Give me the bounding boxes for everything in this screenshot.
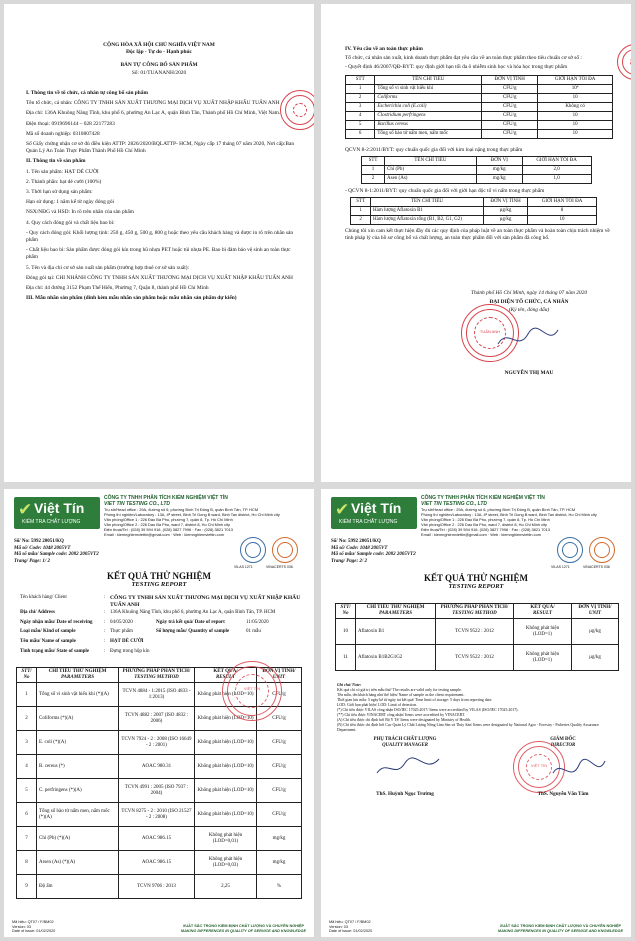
- table-row: [17, 779, 302, 803]
- result-cell-unit: mg/kg: [257, 851, 302, 875]
- table-cell: µg/kg: [483, 207, 527, 216]
- food-safety-cert: Số Giấy chứng nhận cơ sở đủ điều kiện ATTP: 2826/2020/BQLATTP- HCM, Ngày cấp 17 tháng 07 năm 2020, Nơi cấp:Ban Quản Lý An Toàn Thực Phẩm Thành Phố Hồ Chí Minh: [26, 141, 295, 155]
- quality-manager-block: PHỤ TRÁCH CHẤT LƯỢNG QUALITY MANAGER: [373, 737, 437, 748]
- result-cell-no: 9: [17, 875, 37, 899]
- table-cell: 10: [538, 129, 613, 138]
- qm-signature: [373, 753, 443, 783]
- table-cell: Hàm lượng Aflatoxin B1: [371, 207, 484, 216]
- result-cell-method: TCVN 4991 : 2005 (ISO 7937 : 2004): [119, 779, 195, 803]
- table-row: [17, 803, 302, 827]
- director-signature: [549, 755, 609, 785]
- vinacert-badge: [272, 537, 298, 563]
- mycotoxin-limits-table: [350, 197, 597, 225]
- packer-name: Đóng gói tại: CHI NHÁNH CÔNG TY TNHH SẢN XUẤT THƯƠNG MẠI DỊCH VỤ XUẤT NHẬP KHẨU TUẤN ANH: [26, 274, 293, 281]
- table-cell: 2: [346, 93, 375, 102]
- company-name: Tên tổ chức, cá nhân: CÔNG TY TNHH SẢN XUẤT THƯƠNG MẠI DỊCH VỤ XUẤT NHẬP KHẨU TUẤN ANH: [26, 100, 280, 107]
- table-header: STT/ No CHỈ TIÊU THỬ NGHIỆM PARAMETERS PHƯƠNG PHÁP PHÂN TÍCH/ TESTING METHOD KẾT QUẢ/ RESULT ĐƠN VỊ TÍNH/ UNIT: [17, 668, 302, 683]
- section-4-title: IV. Yêu cầu về an toàn thực phẩm: [345, 46, 423, 52]
- result-cell-param: Tổng số bào tử nấm men, nấm mốc (*)(A): [37, 803, 119, 827]
- result-cell-param: Aflatoxin B1: [356, 619, 436, 645]
- result-cell-param: Coliforms (*)(A): [37, 707, 119, 731]
- result-cell-no: 2: [17, 707, 37, 731]
- result-cell-no: 8: [17, 851, 37, 875]
- table-cell: 10: [538, 93, 613, 102]
- result-cell-method: TCVN 9522 : 2012: [436, 619, 514, 645]
- result-cell-param: Chì (Pb) (*)(A): [37, 827, 119, 851]
- table-row: [17, 851, 302, 875]
- table-row: [346, 102, 613, 111]
- product-name: 1. Tên sản phẩm: HẠT DẺ CƯỜI: [26, 168, 99, 175]
- result-cell-unit: CFU/g: [257, 779, 302, 803]
- company-address: Địa chỉ: 136A Khuông Năng Tĩnh, khu phố 6, phường An Lạc A, quận Bình Tân, Thành phố Hồ Chí Minh, Việt Nam.: [26, 110, 281, 117]
- product-date-print: NSX/NĐG và HSD: In rõ trên nhãn của sản phẩm: [26, 209, 134, 216]
- result-cell-result: Không phát hiện (LOD=0,03): [195, 851, 257, 875]
- result-cell-param: Tổng số vi sinh vật hiếu khí (*)(A): [37, 683, 119, 707]
- table-row: [346, 120, 613, 129]
- result-cell-no: 4: [17, 755, 37, 779]
- table-cell: CFU/g: [482, 120, 538, 129]
- test-report-page-1: ✔ Việt Tín KIỂM TRA CHẤT LƯỢNG CÔNG TY TNHH PHÂN TÍCH KIỂM NGHIỆM VIỆT TÍN VIET TIN TESTING CO., LTD Trụ sở/Head office : 29A, đường số 6, phường Bình Trị Đông B, quận Bình Tân, TP. HCM Phòng thí nghiệm/Laboratory : 13A, 4ª street, Binh Tri Dong B ward, Binh Tan district, Ho Chi Minh city Văn phòng/Office 1 : 226 Đào Bá Phu, phường 7, quận 8, Tp. Hồ Chí Minh Văn phòng/Office 2 : 226 Dao Ba Phu, ward 7, district 8, Ho Chi Minh city Điện thoại/Tel : (028) 39 594 916, (028) 3827 7996 · Fax : (028) 3821 7013 Email : kiemnghiemviettin@gmail.com · Web : kiemnghiemviettin.com Số/ No: 5992 20051/KQ Mã số/ Code: 1048 2005VT Mã số mẫu/ Sample code: 2082 2005VT2 Trang/ Page: 1/ 2 VILAS 1271 VINACERTS 036 KẾT QUẢ THỬ NGHIỆM TESTING REPORT Tên khách hàng/ Client : CÔNG TY TNHH SẢN XUẤT THƯƠNG MẠI DỊCH VỤ XUẤT NHẬP KHẨU TUẤN ANH Địa chỉ/ Address : 136A Khuông Năng Tĩnh, khu phố 6, phường An Lạc A, quận Bình Tân, TP. HCM Ngày nhận mẫu/ Date of receiving : 04/05/2020 Ngày trả kết quả/ Date of report 11/05/2020 Loại mẫu/ Kind of sample : Thực phẩm Số lượng mẫu/ Quantity of sample 01 mẫu Tên mẫu/ Name of sample : HẠT DẺ CƯỜI Tình trạng mẫu/ State of sample : Đựng trong hộp kín STT/ No CHỈ TIÊU THỬ NGHIỆM PARAMETERS PHƯƠNG PHÁP PHÂN TÍCH/ TESTING METHOD KẾT QUẢ/ RESULT ĐƠN VỊ TÍNH/ UNIT 1 Tổng số vi sinh vật hiếu khí (*)(A) TCVN 4884 - 1:2015 (ISO 4833 - 1:2013) Không phát hiện (LOD=10) CFU/g 2 Coliforms (*)(A) TCVN 4882 : 2007 (ISO 4832 : 2006) Không phát hiện (LOD=10) CFU/g 3 E. coli (*)(A) TCVN 7924 - 2 : 2008 (ISO 16649 - 2 : 2001) Không phát hiện (LOD=10) CFU/g 4 B. cereus (*) AOAC 980.31 Không phát hiện (LOD=10) CFU/g 5 C. perfringens (*)(A) TCVN 4991 : 2005 (ISO 7937 : 2004) Không phát hiện (LOD=10) CFU/g 6 Tổng số bào tử nấm men, nấm mốc (*)(A) TCVN 8275 - 2 : 2010 (ISO 21527 - 2 : 2008) Không phát hiện (LOD=10) CFU/g 7 Chì (Pb) (*)(A) AOAC 986.15 Không phát hiện (LOD=0,01) mg/kg 8 Arsen (As) (*)(A) AOAC 986.15 Không phát hiện (LOD=0,03) mg/kg 9 Độ ẩm TCVN 9706 : 2013 2,25 % VIỆT TÍN Mã hiệu: QT07 / F/BM02 Version: 03 Date of issue: 01/02/2020 XUẤT SẮC TRONG KIỂM ĐỊNH CHẤT LƯỢNG VÀ CHUYÊN NGHIỆP MAKING DIFFERENCES IN QUALITY OF SERVICE AND KNOWLEDGE: [4, 489, 314, 937]
- result-cell-result: Không phát hiện (LOD=10): [195, 803, 257, 827]
- table-row: [351, 216, 597, 225]
- result-cell-param: C. perfringens (*)(A): [37, 779, 119, 803]
- result-cell-result: Không phát hiện (LOD=0,01): [195, 827, 257, 851]
- result-cell-result: Không phát hiện (LOD=10): [195, 779, 257, 803]
- lab-seal: VIỆT TÍN: [222, 661, 282, 721]
- nation-header: CỘNG HÒA XÃ HỘI CHỦ NGHĨA VIỆT NAM: [103, 42, 215, 48]
- result-cell-no: 11: [336, 645, 356, 671]
- company-seal: TUẤN ANH: [461, 304, 519, 362]
- regulation-1: - Quyết định 46/2007/QĐ-BYT: quy định giới hạn tối đa ô nhiễm sinh học và hóa học trong thực phẩm: [345, 64, 568, 71]
- result-cell-method: AOAC 986.15: [119, 827, 195, 851]
- table-cell: 10: [528, 216, 597, 225]
- table-cell: 5: [346, 120, 375, 129]
- table-cell: 2,0: [522, 165, 591, 174]
- table-cell: Chì (Pb): [385, 165, 477, 174]
- motto: Độc lập - Tự do - Hạnh phúc: [126, 49, 192, 55]
- table-cell: mg/kg: [476, 174, 522, 183]
- table-row: [346, 84, 613, 93]
- result-cell-result: 2,25: [195, 875, 257, 899]
- director-name: ThS. Nguyễn Văn Tâm: [537, 791, 589, 797]
- note-line: Kết quả chỉ có giá trị trên mẫu thử/ The results are valid only for testing sample.: [337, 688, 462, 692]
- table-cell: mg/kg: [476, 165, 522, 174]
- report-title: KẾT QUẢ THỬ NGHIỆM: [423, 573, 529, 583]
- table-row: [346, 93, 613, 102]
- result-cell-param: E. coli (*)(A): [37, 731, 119, 755]
- section-4-text: Tổ chức, cá nhân sản xuất, kinh doanh thực phẩm đạt yêu cầu về an toàn thực phẩm theo tiêu chuẩn cơ sở số :: [345, 55, 582, 62]
- table-row: [17, 875, 302, 899]
- table-cell: CFU/g: [482, 93, 538, 102]
- director-block: GIÁM ĐỐC DIRECTOR: [550, 737, 576, 748]
- table-cell: 10: [538, 120, 613, 129]
- table-cell: 1: [346, 84, 375, 93]
- note-line: LOD: Giới hạn phát hiện/ LOD: Limit of detection.: [337, 703, 418, 707]
- report-notes: Ghi chú/ Note: Kết quả chỉ có giá trị trên mẫu thử/ The results are valid only for testing sample. Tên mẫu, tên khách hàng như thể hiện/ Name of sample as the client requirement. Thời gian lưu mẫu: 5 ngày kể từ ngày trả kết quả/ Time limit of storage: 5 days from reporting date. LOD: Giới hạn phát hiện/ LOD: Limit of detection. (*) Chỉ tiêu được VILAS công nhận ISO/IEC 17025:2017/ Items were accredited by VILAS (ISO/IEC 17025:2017). (**) Chỉ tiêu được VINACERT công nhận/ Items were accredited by VINACERT. (A) Chỉ tiêu được chỉ định bởi Bộ Y Tế/ Items were designated by Ministry of Health. (N) Chỉ tiêu được chỉ định bởi Cục Quản Lý Chất Lượng Nông Lâm Sản và Thủy Sản/ Items were designated by National Agro - Forestry - Fisheries Quality Assurance Department.: [337, 683, 617, 733]
- table-row: [336, 645, 619, 671]
- result-cell-method: TCVN 4884 - 1:2015 (ISO 4833 - 1:2013): [119, 683, 195, 707]
- table-row: [346, 111, 613, 120]
- microbial-limits-table: [345, 75, 613, 139]
- result-cell-unit: CFU/g: [257, 755, 302, 779]
- tax-code: Mã số doanh nghiệp: 0310807428: [26, 130, 100, 137]
- result-cell-method: TCVN 9522 : 2012: [436, 645, 514, 671]
- note-line: (**) Chỉ tiêu được VINACERT công nhận/ Items were accredited by VINACERT.: [337, 713, 466, 717]
- commitment-text: Chúng tôi xin cam kết thực hiện đầy đủ các quy định của pháp luật về an toàn thực phẩm và hoàn toàn chịu trách nhiệm về tính pháp lý của hồ sơ công bố và chất lượng, an toàn thực phẩm đối với sản phẩm đã công bố.: [345, 228, 610, 242]
- check-icon: ✔: [18, 500, 33, 519]
- viettin-logo: ✔ Việt Tín KIỂM TRA CHẤT LƯỢNG: [331, 497, 417, 529]
- table-row: [17, 755, 302, 779]
- table-cell: 6: [346, 129, 375, 138]
- result-cell-param: B. cereus (*): [37, 755, 119, 779]
- metal-limits-table: [361, 156, 591, 184]
- declaration-page-1: [4, 4, 314, 482]
- result-cell-unit: CFU/g: [257, 707, 302, 731]
- signature-mark: [493, 322, 563, 358]
- result-cell-unit: µg/kg: [572, 645, 619, 671]
- table-cell: CFU/g: [482, 102, 538, 111]
- table-row: [336, 619, 619, 645]
- result-cell-result: Không phát hiện (LOD=1): [514, 619, 572, 645]
- table-cell: 2: [351, 216, 371, 225]
- table-cell: 3: [346, 102, 375, 111]
- report-title-en: TESTING REPORT: [131, 581, 187, 588]
- viettin-logo: ✔ Việt Tín KIỂM TRA CHẤT LƯỢNG: [14, 497, 100, 529]
- lab-header: CÔNG TY TNHH PHÂN TÍCH KIỂM NGHIỆM VIỆT TÍN VIET TIN TESTING CO., LTD Trụ sở/Head office : 29A, đường số 6, phường Bình Trị Đông B, quận Bình Tân, TP. HCM Phòng thí nghiệm/Laboratory : 13A, 4ª street, Binh Tri Dong B ward, Binh Tan district, Ho Chi Minh city Văn phòng/Office 1 : 226 Đào Bá Phu, phường 7, quận 8, Tp. Hồ Chí Minh Văn phòng/Office 2 : 226 Dao Ba Phu, ward 7, district 8, Ho Chi Minh city Điện thoại/Tel : (028) 39 594 916, (028) 3827 7996 · Fax : (028) 3821 7013 Email : kiemnghiemviettin@gmail.com · Web : kiemnghiemviettin.com: [421, 495, 597, 537]
- representative-title: ĐẠI DIỆN TỔ CHỨC, CÁ NHÂN: [489, 299, 569, 305]
- table-row: [351, 207, 597, 216]
- report-title: KẾT QUẢ THỬ NGHIỆM: [106, 571, 212, 581]
- report-ids: Số/ No: 5992 20051/KQ Mã số/ Code: 1048 2005VT Mã số mẫu/ Sample code: 2082 2005VT2 Trang/ Page: 2/ 2: [331, 539, 416, 564]
- report-footer: Mã hiệu: QT07 / F/BM02 Version: 03 Date of issue: 01/02/2020 XUẤT SẮC TRONG KIỂM ĐỊNH CHẤT LƯỢNG VÀ CHUYÊN NGHIỆP MAKING DIFFERENCES IN QUALITY OF SERVICE AND KNOWLEDGE: [12, 920, 306, 934]
- table-row: [17, 827, 302, 851]
- table-cell: 4: [346, 111, 375, 120]
- table-cell: µg/kg: [483, 216, 527, 225]
- table-row: [346, 129, 613, 138]
- result-cell-no: 3: [17, 731, 37, 755]
- table-header: STT TÊN CHỈ TIÊU ĐƠN VỊ TÍNH GIỚI HẠN TỐI ĐA: [351, 198, 597, 207]
- table-cell: Coliforms: [375, 93, 482, 102]
- doc-number: Số: 01/TUANANH/2020: [131, 70, 187, 76]
- signer-name: NGUYỄN THỊ MAU: [504, 370, 554, 376]
- result-cell-result: Không phát hiện (LOD=1): [514, 645, 572, 671]
- vilas-badge: [557, 537, 583, 563]
- table-cell: CFU/g: [482, 111, 538, 120]
- result-cell-unit: CFU/g: [257, 731, 302, 755]
- result-cell-method: TCVN 7924 - 2 : 2008 (ISO 16649 - 2 : 2001): [119, 731, 195, 755]
- sample-info: Tên khách hàng/ Client : CÔNG TY TNHH SẢN XUẤT THƯƠNG MẠI DỊCH VỤ XUẤT NHẬP KHẨU TUẤN ANH Địa chỉ/ Address : 136A Khuông Năng Tĩnh, khu phố 6, phường An Lạc A, quận Bình Tân, TP. HCM Ngày nhận mẫu/ Date of receiving : 04/05/2020 Ngày trả kết quả/ Date of report 11/05/2020 Loại mẫu/ Kind of sample : Thực phẩm Số lượng mẫu/ Quantity of sample 01 mẫu Tên mẫu/ Name of sample : HẠT DẺ CƯỜI Tình trạng mẫu/ State of sample : Đựng trong hộp kín: [20, 595, 301, 654]
- result-cell-no: 10: [336, 619, 356, 645]
- table-row: [17, 731, 302, 755]
- safety-section: [345, 46, 613, 242]
- vilas-badge: [240, 537, 266, 563]
- report-footer: Mã hiệu: QT07 / F/BM02 Version: 03 Date of issue: 01/02/2020 XUẤT SẮC TRONG KIỂM ĐỊNH CHẤT LƯỢNG VÀ CHUYÊN NGHIỆP MAKING DIFFERENCES IN QUALITY OF SERVICE AND KNOWLEDGE: [329, 920, 623, 934]
- producer-info: 5. Tên và địa chỉ cơ sở sản xuất sản phẩm (trường hợp thuê cơ sở sản xuất):: [26, 264, 190, 271]
- result-cell-param: Độ ẩm: [37, 875, 119, 899]
- lab-seal: VIỆT TÍN: [513, 741, 565, 793]
- result-cell-result: Không phát hiện (LOD=10): [195, 755, 257, 779]
- doc-title: BẢN TỰ CÔNG BỐ SẢN PHẨM: [120, 62, 198, 68]
- table-header: STT TÊN CHỈ TIÊU ĐƠN VỊ GIỚI HẠN TỐI ĐA: [362, 156, 591, 165]
- result-cell-no: 1: [17, 683, 37, 707]
- lab-header: CÔNG TY TNHH PHÂN TÍCH KIỂM NGHIỆM VIỆT TÍN VIET TIN TESTING CO., LTD Trụ sở/Head office : 29A, đường số 6, phường Bình Trị Đông B, quận Bình Tân, TP. HCM Phòng thí nghiệm/Laboratory : 13A, 4ª street, Binh Tri Dong B ward, Binh Tan district, Ho Chi Minh city Văn phòng/Office 1 : 226 Đào Bá Phu, phường 7, quận 8, Tp. Hồ Chí Minh Văn phòng/Office 2 : 226 Dao Ba Phu, ward 7, district 8, Ho Chi Minh city Điện thoại/Tel : (028) 39 594 916, (028) 3827 7996 · Fax : (028) 3821 7013 Email : kiemnghiemviettin@gmail.com · Web : kiemnghiemviettin.com: [104, 495, 280, 537]
- product-packaging: 4. Quy cách đóng gói và chất liệu bao bì:: [26, 219, 115, 226]
- table-cell: CFU/g: [482, 84, 538, 93]
- note-line: (*) Chỉ tiêu được VILAS công nhận ISO/IEC 17025:2017/ Items were accredited by VILAS (ISO/IEC 17025:2017).: [337, 708, 519, 712]
- table-cell: 10⁴: [538, 84, 613, 93]
- table-cell: CFU/g: [482, 129, 538, 138]
- section-1-title: I. Thông tin về tổ chức, cá nhân tự công bố sản phẩm: [26, 90, 148, 96]
- note-line: Tên mẫu, tên khách hàng như thể hiện/ Name of sample as the client requirement.: [337, 693, 465, 697]
- product-expiry: Hạn sử dụng: 1 năm kể từ ngày đóng gói: [26, 199, 115, 206]
- table-cell: 10: [538, 111, 613, 120]
- result-cell-method: TCVN 9706 : 2013: [119, 875, 195, 899]
- results-table-2: [335, 603, 619, 671]
- table-cell: 1: [351, 207, 371, 216]
- table-cell: Hàm lượng Aflatoxin tổng (B1, B2, G1, G2): [371, 216, 484, 225]
- table-cell: Không có: [538, 102, 613, 111]
- report-title-en: TESTING REPORT: [448, 583, 504, 590]
- test-report-page-2: ✔ Việt Tín KIỂM TRA CHẤT LƯỢNG CÔNG TY TNHH PHÂN TÍCH KIỂM NGHIỆM VIỆT TÍN VIET TIN TESTING CO., LTD Trụ sở/Head office : 29A, đường số 6, phường Bình Trị Đông B, quận Bình Tân, TP. HCM Phòng thí nghiệm/Laboratory : 13A, 4ª street, Binh Tri Dong B ward, Binh Tan district, Ho Chi Minh city Văn phòng/Office 1 : 226 Đào Bá Phu, phường 7, quận 8, Tp. Hồ Chí Minh Văn phòng/Office 2 : 226 Dao Ba Phu, ward 7, district 8, Ho Chi Minh city Điện thoại/Tel : (028) 39 594 916, (028) 3827 7996 · Fax : (028) 3821 7013 Email : kiemnghiemviettin@gmail.com · Web : kiemnghiemviettin.com Số/ No: 5992 20051/KQ Mã số/ Code: 1048 2005VT Mã số mẫu/ Sample code: 2082 2005VT2 Trang/ Page: 2/ 2 VILAS 1271 VINACERTS 036 KẾT QUẢ THỬ NGHIỆM TESTING REPORT STT/ No CHỈ TIÊU THỬ NGHIỆM PARAMETERS PHƯƠNG PHÁP PHÂN TÍCH/ TESTING METHOD KẾT QUẢ/ RESULT ĐƠN VỊ TÍNH/ UNIT 10 Aflatoxin B1 TCVN 9522 : 2012 Không phát hiện (LOD=1) µg/kg 11 Aflatoxin B1B2G1G2 TCVN 9522 : 2012 Không phát hiện (LOD=1) µg/kg Ghi chú/ Note: Kết quả chỉ có giá trị trên mẫu thử/ The results are valid only for testing sample. Tên mẫu, tên khách hàng như thể hiện/ Name of sample as the client requirement. Thời gian lưu mẫu: 5 ngày kể từ ngày trả kết quả/ Time limit of storage: 5 days from reporting date. LOD: Giới hạn phát hiện/ LOD: Limit of detection. (*) Chỉ tiêu được VILAS công nhận ISO/IEC 17025:2017/ Items were accredited by VILAS (ISO/IEC 17025:2017). (**) Chỉ tiêu được VINACERT công nhận/ Items were accredited by VINACERT. (A) Chỉ tiêu được chỉ định bởi Bộ Y Tế/ Items were designated by Ministry of Health. (N) Chỉ tiêu được chỉ định bởi Cục Quản Lý Chất Lượng Nông Lâm Sản và Thủy Sản/ Items were designated by National Agro - Forestry - Fisheries Quality Assurance Department. PHỤ TRÁCH CHẤT LƯỢNG QUALITY MANAGER ThS. Huỳnh Ngọc Trường GIÁM ĐỐC DIRECTOR VIỆT TÍN ThS. Nguyễn Văn Tâm Mã hiệu: QT07 / F/BM02 Version: 03 Date of issue: 01/02/2020 XUẤT SẮC TRONG KIỂM ĐỊNH CHẤT LƯỢNG VÀ CHUYÊN NGHIỆP MAKING DIFFERENCES IN QUALITY OF SERVICE AND KNOWLEDGE: [321, 489, 631, 937]
- table-cell: Clostridium perfringens: [375, 111, 482, 120]
- packaging-weight: - Quy cách đóng gói: Khối lượng tịnh: 250 g, 450 g, 500 g, 800 g hoặc theo yêu cầu khách hàng và được in rõ trên nhãn sản phẩm: [26, 229, 294, 244]
- representative-note: (Ký tên, đóng dấu): [508, 307, 550, 313]
- result-cell-no: 5: [17, 779, 37, 803]
- note-line: Thời gian lưu mẫu: 5 ngày kể từ ngày trả kết quả/ Time limit of storage: 5 days from reporting date.: [337, 698, 493, 702]
- result-cell-unit: %: [257, 875, 302, 899]
- note-line: (A) Chỉ tiêu được chỉ định bởi Bộ Y Tế/ Items were designated by Ministry of Health.: [337, 718, 471, 722]
- section-3-title: III. Mẫu nhãn sản phẩm (đính kèm mẫu nhãn sản phẩm hoặc mẫu nhãn sản phẩm dự kiến): [26, 295, 237, 302]
- table-cell: 1: [362, 165, 385, 174]
- note-line: (N) Chỉ tiêu được chỉ định bởi Cục Quản Lý Chất Lượng Nông Lâm Sản và Thủy Sản/ Items were designated by National Agro - Forestry - Fisheries Quality Assurance Department.: [337, 723, 599, 732]
- report-ids: Số/ No: 5992 20051/KQ Mã số/ Code: 1048 2005VT Mã số mẫu/ Sample code: 2082 2005VT2 Trang/ Page: 1/ 2: [14, 539, 99, 564]
- result-cell-param: Arsen (As) (*)(A): [37, 851, 119, 875]
- result-cell-method: AOAC 980.31: [119, 755, 195, 779]
- table-cell: 8: [528, 207, 597, 216]
- result-cell-method: TCVN 8275 - 2 : 2010 (ISO 21527 - 2 : 2008): [119, 803, 195, 827]
- table-cell: Tổng số vi sinh vật hiếu khí: [375, 84, 482, 93]
- result-cell-unit: mg/kg: [257, 827, 302, 851]
- vinacert-badge: [589, 537, 615, 563]
- table-cell: Tổng số bào tử nấm men, nấm mốc: [375, 129, 482, 138]
- result-cell-no: 6: [17, 803, 37, 827]
- table-row: [362, 165, 591, 174]
- product-shelf-life: 3. Thời hạn sử dụng sản phẩm:: [26, 189, 93, 196]
- result-cell-unit: µg/kg: [572, 619, 619, 645]
- packer-address: Địa chỉ: 44 đường 3152 Phạm Thế Hiển, Phường 7, Quận 8, thành phố Hồ Chí Minh: [26, 285, 209, 292]
- sign-date: Thành phố Hồ Chí Minh, ngày 14 tháng 07 năm 2020: [470, 290, 588, 296]
- table-cell: 1,0: [522, 174, 591, 183]
- section-2-title: II. Thông tin về sản phẩm: [26, 158, 86, 165]
- regulation-2: QCVN 8-2:2011/BYT: quy chuẩn quốc gia đối với kim loại nặng trong thực phẩm: [345, 146, 523, 153]
- table-cell: Bacillus cereus: [375, 120, 482, 129]
- result-cell-no: 7: [17, 827, 37, 851]
- declaration-body: [26, 90, 302, 302]
- result-cell-result: Không phát hiện (LOD=10): [195, 707, 257, 731]
- result-cell-unit: CFU/g: [257, 803, 302, 827]
- company-seal-edge: [617, 44, 631, 80]
- table-cell: 2: [362, 174, 385, 183]
- table-header: STT/ No CHỈ TIÊU THỬ NGHIỆM PARAMETERS PHƯƠNG PHÁP PHÂN TÍCH/ TESTING METHOD KẾT QUẢ/ RESULT ĐƠN VỊ TÍNH/ UNIT: [336, 604, 619, 619]
- result-cell-unit: CFU/g: [257, 683, 302, 707]
- company-seal-edge: [280, 90, 314, 130]
- declaration-page-2: [321, 4, 631, 482]
- regulation-3: - QCVN 8-1:2011/BYT: quy chuẩn quốc gia đối với giới hạn độc tố vi nấm trong thực phẩm: [345, 187, 545, 194]
- qm-name: ThS. Huỳnh Ngọc Trường: [376, 791, 434, 797]
- table-header: STT TÊN CHỈ TIÊU ĐƠN VỊ TÍNH GIỚI HẠN TỐI ĐA: [346, 75, 613, 84]
- result-cell-result: Không phát hiện (LOD=10): [195, 683, 257, 707]
- table-cell: Asen (As): [385, 174, 477, 183]
- company-phone: Điện thoại: 0919696144 – 028 22177283: [26, 120, 115, 127]
- result-cell-method: TCVN 4882 : 2007 (ISO 4832 : 2006): [119, 707, 195, 731]
- table-cell: Escherichia coli (E.coli): [375, 102, 482, 111]
- result-cell-method: AOAC 986.15: [119, 851, 195, 875]
- table-row: [362, 174, 591, 183]
- result-cell-param: Aflatoxin B1B2G1G2: [356, 645, 436, 671]
- check-icon: ✔: [335, 500, 350, 519]
- packaging-material: - Chất liệu bao bì: Sản phẩm được đóng gói kín trong hũ nhựa PET hoặc túi nhựa PE. Bao bì đảm bảo vệ sinh an toàn thực phẩm: [26, 247, 291, 261]
- product-ingredients: 2. Thành phần: hạt dẻ cười (100%): [26, 178, 102, 185]
- result-cell-result: Không phát hiện (LOD=10): [195, 731, 257, 755]
